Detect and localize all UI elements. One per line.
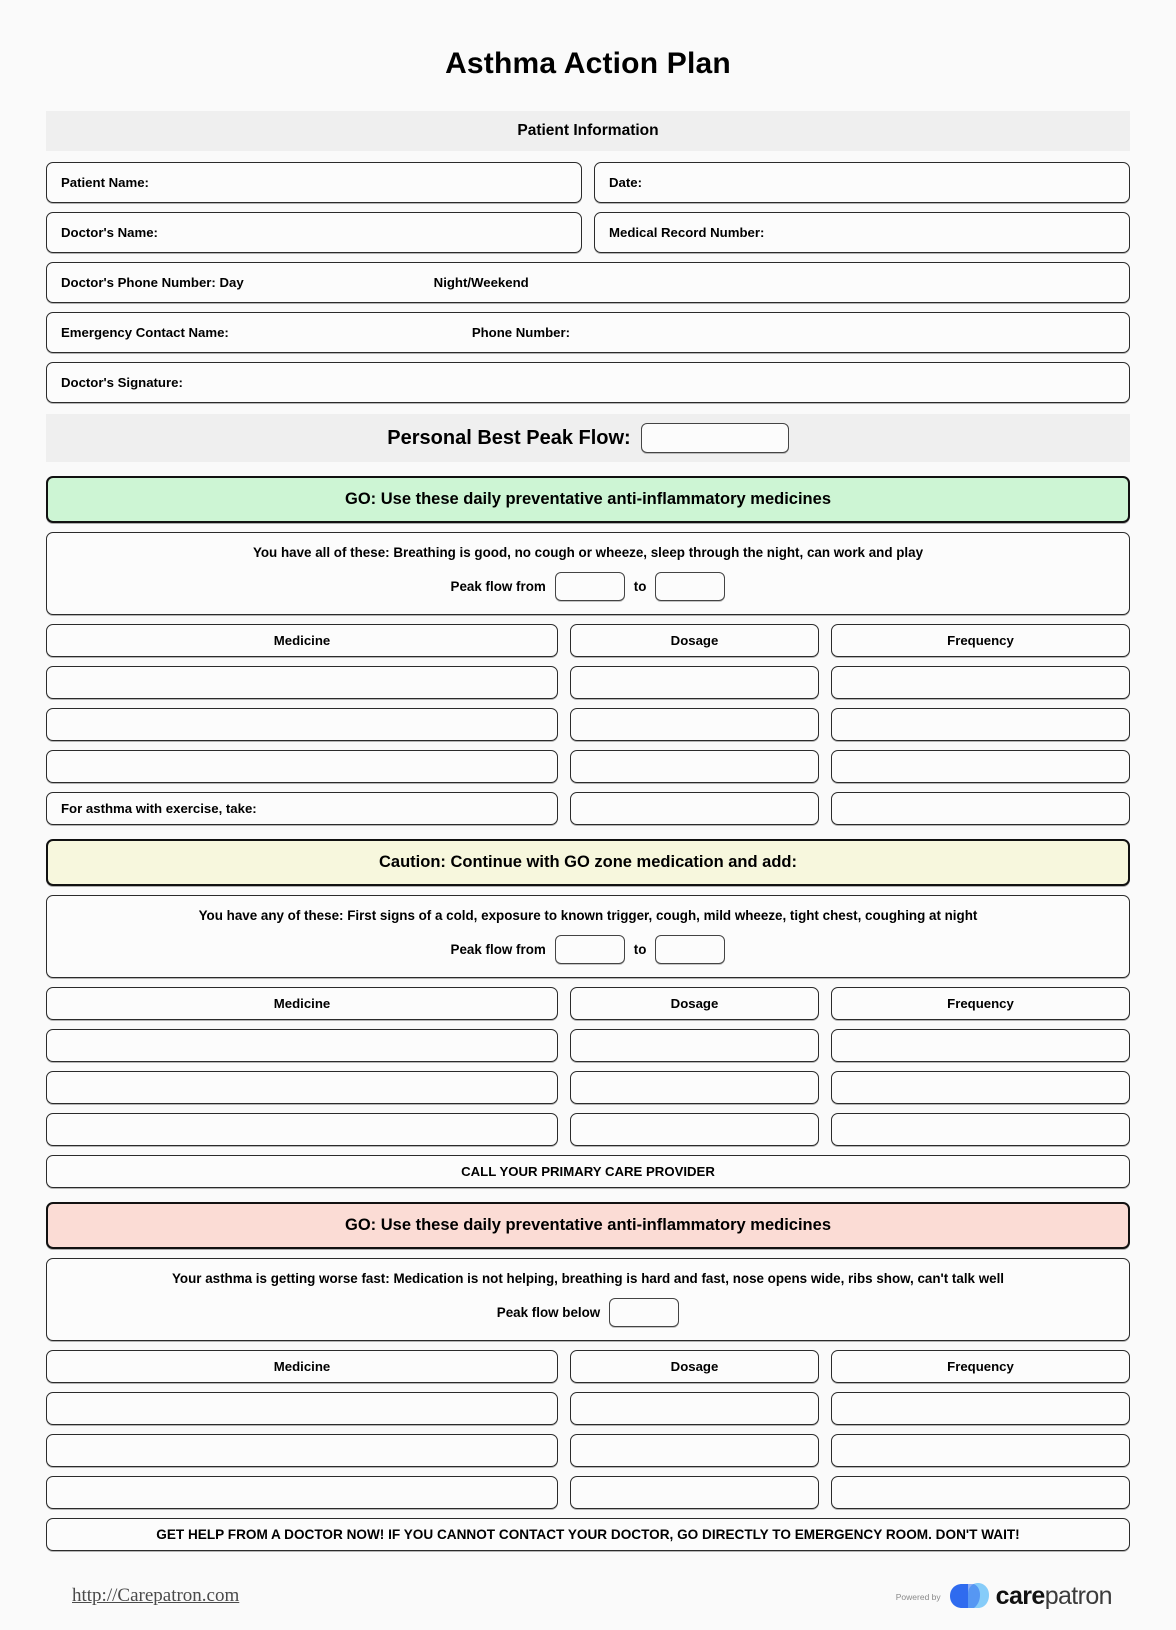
green-cell-dosage[interactable] [570,666,819,699]
red-peak-flow-label: Peak flow below [496,1305,601,1320]
patient-information-header: Patient Information [46,111,1130,151]
brand-bold-text: care [995,1581,1045,1610]
field-doctors-signature[interactable] [46,362,1130,403]
table-row [46,1434,1130,1467]
table-row [46,708,1130,741]
green-exercise-frequency[interactable] [831,792,1130,825]
red-col-header-dosage: Dosage [570,1350,819,1383]
yellow-zone-peak-flow-range [61,935,1115,964]
red-cell-frequency[interactable] [831,1434,1130,1467]
table-row [46,1071,1130,1104]
yellow-zone-symptoms: You have any of these: First signs of a cold, exposure to known trigger, cough, mild wheeze, tight chest, coughing at night [198,908,978,923]
red-peak-flow-below-input[interactable] [609,1298,679,1327]
green-peak-flow-from-input[interactable] [555,572,625,601]
field-emergency-contact[interactable] [46,312,1130,353]
yellow-peak-flow-to-input[interactable] [655,935,725,964]
green-cell-medicine[interactable] [46,750,558,783]
personal-best-peak-flow-bar [46,414,1130,462]
green-exercise-row [46,792,1130,825]
red-cell-frequency[interactable] [831,1392,1130,1425]
table-row [46,1476,1130,1509]
patient-row-2 [46,212,1130,262]
green-peak-flow-label: Peak flow from [450,579,546,594]
field-label-medical-record-number: Medical Record Number: [609,225,765,240]
red-zone-peak-flow-range [61,1298,1115,1327]
field-doctors-name[interactable] [46,212,582,253]
table-row [46,1029,1130,1062]
yellow-col-header-medicine: Medicine [46,987,558,1020]
green-cell-frequency[interactable] [831,666,1130,699]
green-col-header-medicine: Medicine [46,624,558,657]
field-label-emergency-phone-number: Phone Number: [471,325,571,340]
field-label-doctors-phone-day: Doctor's Phone Number: Day [61,275,244,290]
yellow-cell-dosage[interactable] [570,1071,819,1104]
field-label-emergency-contact-name: Emergency Contact Name: [61,325,229,340]
field-medical-record-number[interactable] [594,212,1130,253]
field-label-doctors-name: Doctor's Name: [61,225,158,240]
red-cell-dosage[interactable] [570,1476,819,1509]
red-col-header-medicine: Medicine [46,1350,558,1383]
green-zone-peak-flow-range [61,572,1115,601]
red-cell-dosage[interactable] [570,1392,819,1425]
brand-light-text: patron [1044,1581,1112,1610]
green-cell-medicine[interactable] [46,666,558,699]
carepatron-wordmark [996,1582,1112,1611]
yellow-zone-description-box [46,895,1130,978]
field-label-doctors-phone-night: Night/Weekend [433,275,529,290]
patient-row-1 [46,162,1130,212]
carepatron-website-link[interactable]: http://Carepatron.com [72,1585,240,1606]
yellow-cell-dosage[interactable] [570,1113,819,1146]
green-cell-frequency[interactable] [831,708,1130,741]
yellow-cell-frequency[interactable] [831,1071,1130,1104]
personal-best-peak-flow-label: Personal Best Peak Flow: [387,426,631,449]
page-footer [46,1581,1130,1611]
red-cell-medicine[interactable] [46,1476,558,1509]
powered-by-label: Powered by [895,1592,941,1602]
green-cell-dosage[interactable] [570,750,819,783]
field-label-doctors-signature: Doctor's Signature: [61,375,183,390]
red-cell-medicine[interactable] [46,1434,558,1467]
yellow-col-header-dosage: Dosage [570,987,819,1020]
brand-block [896,1581,1112,1611]
green-zone-symptoms: You have all of these: Breathing is good, no cough or wheeze, sleep through the night, can work and play [252,545,924,560]
yellow-peak-flow-from-input[interactable] [555,935,625,964]
yellow-zone-header: Caution: Continue with GO zone medication and add: [46,839,1130,886]
field-label-patient-name: Patient Name: [61,175,149,190]
green-cell-frequency[interactable] [831,750,1130,783]
carepatron-logo [948,1581,1112,1611]
green-peak-flow-to-input[interactable] [655,572,725,601]
green-cell-medicine[interactable] [46,708,558,741]
carepatron-logo-icon [948,1581,992,1611]
field-doctors-phone[interactable] [46,262,1130,303]
personal-best-peak-flow-input[interactable] [641,423,789,453]
red-cell-frequency[interactable] [831,1476,1130,1509]
green-exercise-label[interactable]: For asthma with exercise, take: [46,792,558,825]
yellow-cell-medicine[interactable] [46,1071,558,1104]
red-zone-description-box [46,1258,1130,1341]
yellow-cell-frequency[interactable] [831,1113,1130,1146]
red-zone-action-bar: GET HELP FROM A DOCTOR NOW! IF YOU CANNOT CONTACT YOUR DOCTOR, GO DIRECTLY TO EMERGENCY ROOM. DON'T WAIT! [46,1518,1130,1551]
yellow-table-header-row [46,987,1130,1020]
field-patient-name[interactable] [46,162,582,203]
table-row [46,666,1130,699]
green-zone-description-box [46,532,1130,615]
yellow-peak-flow-to-label: to [633,942,647,957]
green-table-header-row [46,624,1130,657]
yellow-zone-action-bar: CALL YOUR PRIMARY CARE PROVIDER [46,1155,1130,1188]
green-cell-dosage[interactable] [570,708,819,741]
yellow-peak-flow-label: Peak flow from [450,942,546,957]
yellow-cell-medicine[interactable] [46,1113,558,1146]
table-row [46,750,1130,783]
table-row [46,1113,1130,1146]
red-cell-medicine[interactable] [46,1392,558,1425]
table-row [46,1392,1130,1425]
field-label-date: Date: [609,175,642,190]
green-col-header-dosage: Dosage [570,624,819,657]
green-peak-flow-to-label: to [633,579,647,594]
red-zone-header: GO: Use these daily preventative anti-inflammatory medicines [46,1202,1130,1249]
yellow-col-header-frequency: Frequency [831,987,1130,1020]
red-cell-dosage[interactable] [570,1434,819,1467]
red-col-header-frequency: Frequency [831,1350,1130,1383]
field-date[interactable] [594,162,1130,203]
yellow-cell-medicine[interactable] [46,1029,558,1062]
red-zone-symptoms: Your asthma is getting worse fast: Medication is not helping, breathing is hard and fast, nose opens wide, ribs show, can't talk well [171,1271,1005,1286]
green-col-header-frequency: Frequency [831,624,1130,657]
green-zone-header: GO: Use these daily preventative anti-inflammatory medicines [46,476,1130,523]
yellow-cell-frequency[interactable] [831,1029,1130,1062]
page-title: Asthma Action Plan [445,47,731,80]
yellow-cell-dosage[interactable] [570,1029,819,1062]
green-exercise-dosage[interactable] [570,792,819,825]
red-table-header-row [46,1350,1130,1383]
